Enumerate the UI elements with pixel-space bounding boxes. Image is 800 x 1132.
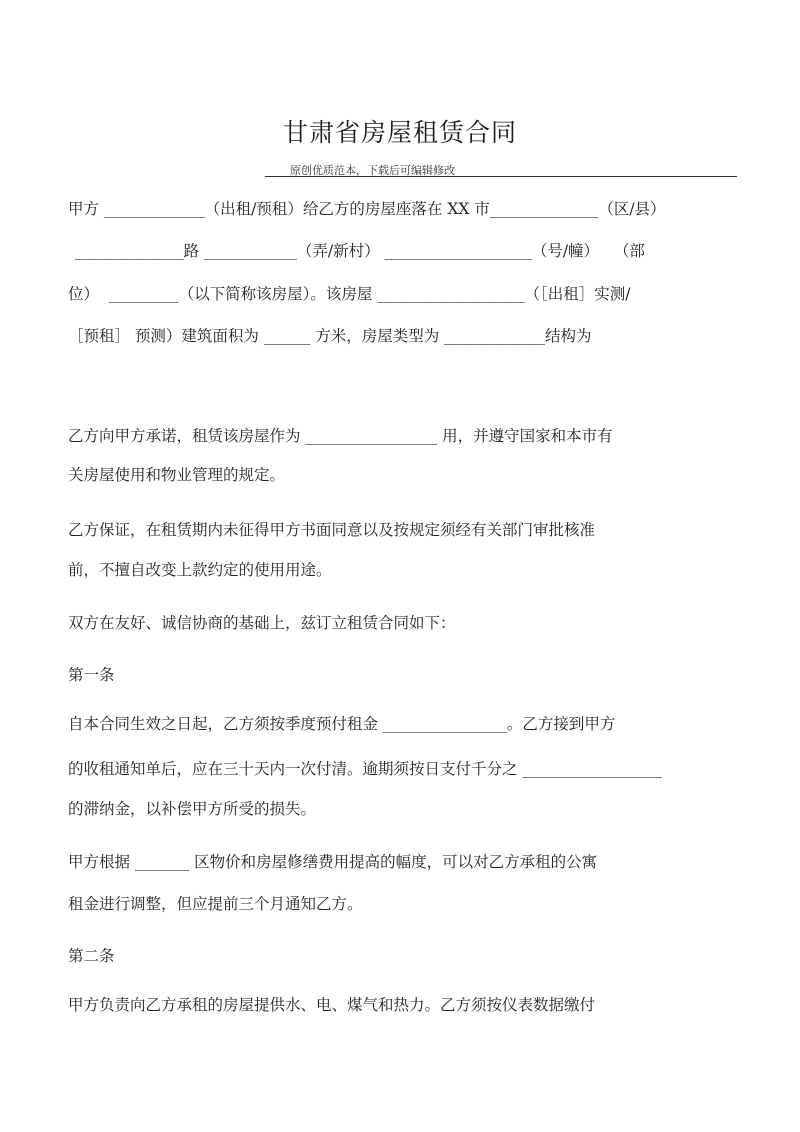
- header-rule: [265, 176, 737, 177]
- text-line: 位） _________（以下简称该房屋）。该房屋 ___________________（［出租］实测/: [68, 285, 631, 303]
- text-line: 的收租通知单后，应在三十天内一次付清。逾期须按日支付千分之 __________________: [68, 760, 662, 778]
- text-line: 租金进行调整，但应提前三个月通知乙方。: [68, 895, 363, 913]
- text-line: ［预租］ 预测）建筑面积为 ______ 方米，房屋类型为 _____________结构为: [68, 327, 592, 345]
- text-line: 甲方 _____________（出租/预租）给乙方的房屋座落在 XX 市______________（区/县）: [68, 200, 666, 218]
- section-heading: 第一条: [68, 666, 115, 684]
- text-line: 双方在友好、诚信协商的基础上，兹订立租赁合同如下：: [68, 614, 456, 632]
- text-line: 甲方根据 _______ 区物价和房屋修缮费用提高的幅度，可以对乙方承租的公寓: [68, 853, 598, 871]
- section-heading: 第二条: [68, 947, 115, 965]
- text-line: 甲方负责向乙方承租的房屋提供水、电、煤气和热力。乙方须按仪表数据缴付: [68, 996, 596, 1014]
- document-subtitle: 原创优质范本，下载后可编辑修改: [290, 164, 455, 177]
- text-line: 乙方保证，在租赁期内未征得甲方书面同意以及按规定须经有关部门审批核准: [68, 521, 596, 539]
- text-line: 的滞纳金，以补偿甲方所受的损失。: [68, 800, 317, 818]
- text-line: ______________路 ____________（弄/新村） ___________________（号/幢） （部: [75, 242, 645, 260]
- text-line: 关房屋使用和物业管理的规定。: [68, 466, 286, 484]
- text-line: 自本合同生效之日起，乙方须按季度预付租金 ________________。乙方接到甲方: [68, 715, 616, 733]
- document-title: 甘肃省房屋租赁合同: [282, 118, 517, 147]
- text-line: 前，不擅自改变上款约定的使用用途。: [68, 561, 332, 579]
- text-line: 乙方向甲方承诺，租赁该房屋作为 _________________ 用，并遵守国家和本市有: [68, 427, 613, 445]
